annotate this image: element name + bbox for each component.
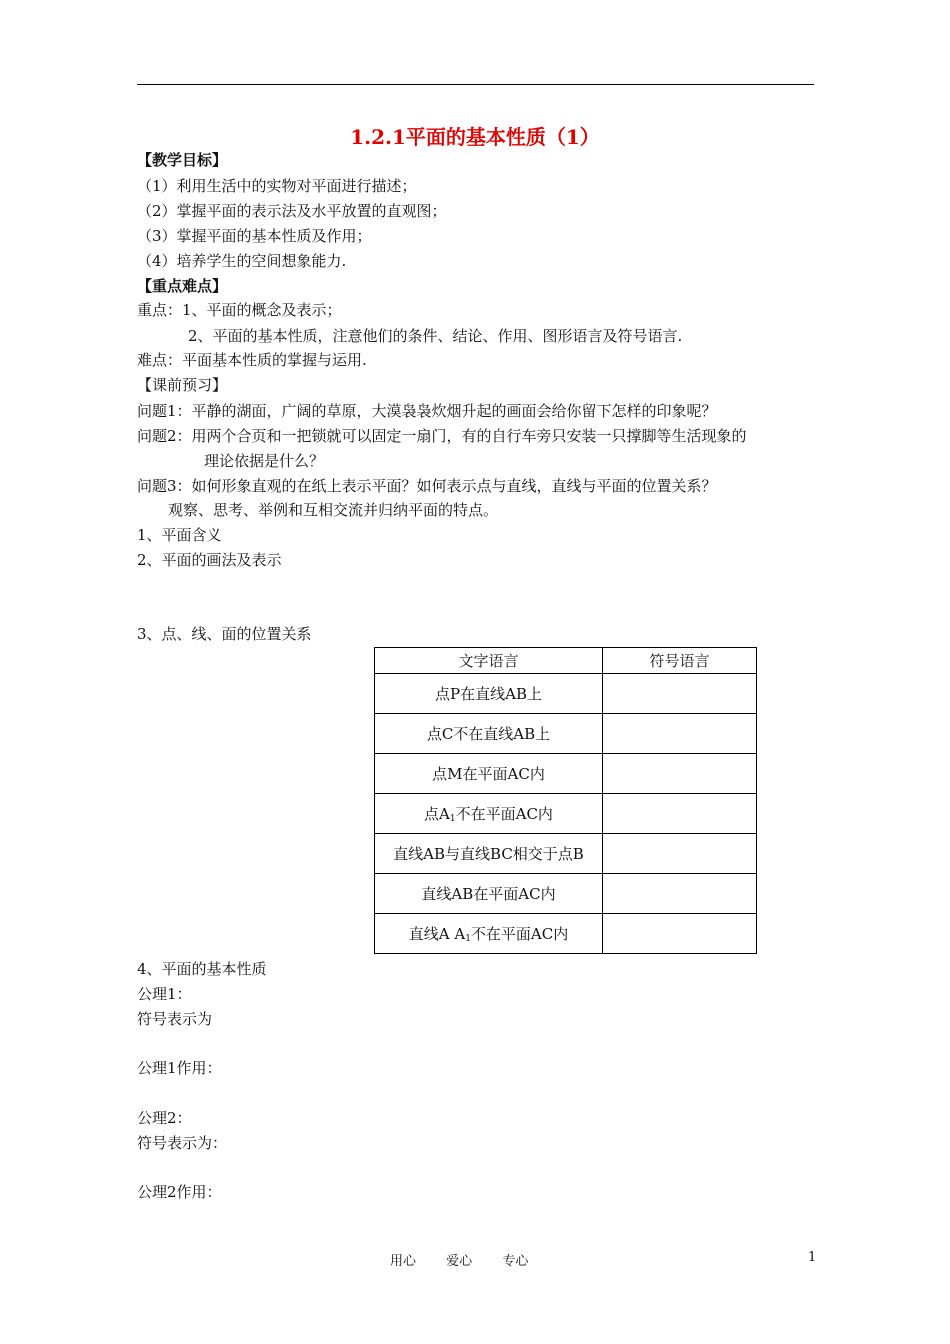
text-language-cell bbox=[375, 914, 603, 954]
objective-3: （3）掌握平面的基本性质及作用； bbox=[137, 227, 372, 245]
keypoints-heading: 【重点难点】 bbox=[137, 277, 228, 295]
text-language-cell: 直线AB与直线BC相交于点B bbox=[375, 834, 603, 874]
text-language-cell bbox=[375, 794, 603, 834]
text-language-cell-main: 直线A A bbox=[408, 925, 466, 943]
question-1: 问题1：平静的湖面，广阔的草原，大漠袅袅炊烟升起的画面会给你留下怎样的印象呢？ bbox=[137, 402, 717, 420]
footer-motto: 用心 bbox=[390, 1254, 417, 1269]
table-row bbox=[375, 714, 757, 754]
table-header-row bbox=[375, 648, 757, 674]
objective-2: （2）掌握平面的表示法及水平放置的直观图； bbox=[137, 202, 447, 220]
text-language-cell-main: 点A bbox=[424, 805, 450, 823]
difficulty-text: 难点：平面基本性质的掌握与运用. bbox=[137, 351, 367, 369]
footer-motto: 专心 bbox=[502, 1254, 529, 1269]
document-title: 1.2.1平面的基本性质（1） bbox=[350, 125, 600, 149]
question-3: 问题3：如何形象直观的在纸上表示平面？如何表示点与直线，直线与平面的位置关系？ bbox=[137, 477, 717, 495]
section-plane-meaning: 1、平面含义 bbox=[137, 526, 222, 544]
subscript: 1 bbox=[465, 934, 471, 944]
subscript: 1 bbox=[449, 814, 456, 824]
symbol-language-cell bbox=[603, 754, 757, 794]
text-language-cell: 点M在平面AC内 bbox=[375, 754, 603, 794]
question-2-continued: 理论依据是什么？ bbox=[204, 452, 325, 470]
symbol-language-cell bbox=[603, 714, 757, 754]
objectives-heading: 【教学目标】 bbox=[137, 151, 228, 169]
header-symbol-language: 符号语言 bbox=[603, 648, 757, 674]
section-basic-properties: 4、平面的基本性质 bbox=[137, 960, 267, 978]
axiom-2-use-label: 公理2作用： bbox=[137, 1183, 222, 1201]
preview-heading: 【课前预习】 bbox=[137, 376, 228, 394]
footer-motto: 爱心 bbox=[446, 1254, 473, 1269]
table-row bbox=[375, 794, 757, 834]
position-relations-table bbox=[374, 647, 757, 954]
text-language-cell: 直线AB在平面AC内 bbox=[375, 874, 603, 914]
objective-4: （4）培养学生的空间想象能力. bbox=[137, 252, 347, 270]
observe-text: 观察、思考、举例和互相交流并归纳平面的特点。 bbox=[168, 501, 499, 519]
objective-1: （1）利用生活中的实物对平面进行描述； bbox=[137, 177, 417, 195]
symbol-language-cell bbox=[603, 834, 757, 874]
axiom-1-label: 公理1： bbox=[137, 985, 192, 1003]
symbol-language-cell bbox=[603, 794, 757, 834]
page-footer bbox=[390, 1250, 554, 1269]
symbol-language-cell bbox=[603, 914, 757, 954]
axiom-2-label: 公理2： bbox=[137, 1109, 192, 1127]
question-2: 问题2：用两个合页和一把锁就可以固定一扇门，有的自行车旁只安装一只撑脚等生活现象的 bbox=[137, 427, 747, 445]
axiom-1-use-label: 公理1作用： bbox=[137, 1059, 222, 1077]
text-language-cell-rest: 不在平面AC内 bbox=[470, 925, 569, 943]
table-row bbox=[375, 914, 757, 954]
table-row bbox=[375, 834, 757, 874]
key-point-1: 重点：1、平面的概念及表示； bbox=[137, 301, 342, 319]
section-position-relations: 3、点、线、面的位置关系 bbox=[137, 625, 312, 643]
text-language-cell: 点P在直线AB上 bbox=[375, 674, 603, 714]
symbol-language-cell bbox=[603, 674, 757, 714]
header-rule bbox=[137, 84, 814, 85]
axiom-1-symbol-label: 符号表示为 bbox=[137, 1010, 213, 1028]
table-row bbox=[375, 754, 757, 794]
axiom-2-symbol-label: 符号表示为： bbox=[137, 1134, 228, 1152]
text-language-cell: 点C不在直线AB上 bbox=[375, 714, 603, 754]
page-number: 1 bbox=[808, 1250, 817, 1265]
table-row bbox=[375, 874, 757, 914]
header-text-language: 文字语言 bbox=[375, 648, 603, 674]
symbol-language-cell bbox=[603, 874, 757, 914]
section-plane-drawing: 2、平面的画法及表示 bbox=[137, 551, 282, 569]
key-point-2: 2、平面的基本性质，注意他们的条件、结论、作用、图形语言及符号语言. bbox=[188, 327, 683, 345]
table-row bbox=[375, 674, 757, 714]
text-language-cell-rest: 不在平面AC内 bbox=[455, 805, 553, 823]
